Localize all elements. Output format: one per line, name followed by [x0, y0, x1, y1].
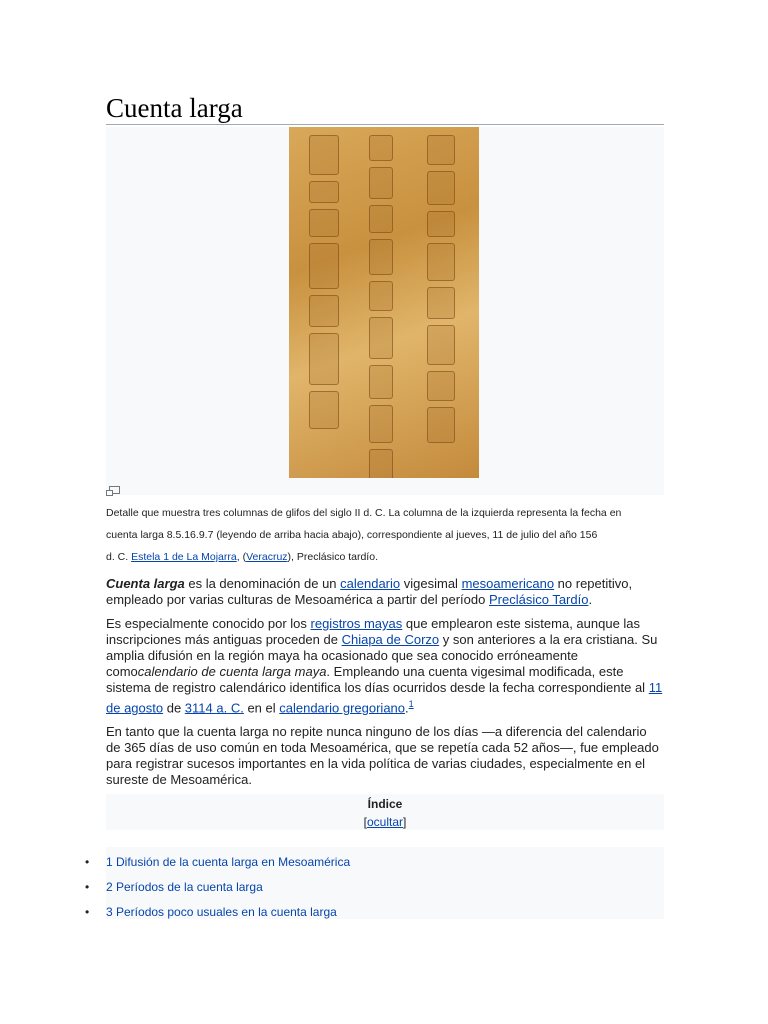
glyph-column-right — [427, 135, 455, 449]
text: vigesimal — [400, 576, 462, 591]
link-calendario[interactable]: calendario — [340, 576, 401, 591]
image-caption — [106, 502, 664, 568]
caption-line: cuenta larga 8.5.16.9.7 (leyendo de arriba hacia abajo), correspondiente al jueves, 11 de julio del año 156 — [106, 529, 598, 541]
link-11-de-agosto[interactable]: 11 de agosto — [106, 680, 663, 716]
bracket: ] — [403, 815, 407, 829]
paragraph-difusion: En tanto que la cuenta larga no repite nunca ninguno de los días —a diferencia del calendario de 365 días de uso común en toda Mesoamérica, que se repetía cada 52 años—, fue empleado para registrar sucesos importantes en la vida política de varias ciudades, especialmente en el sureste de Mesoamérica. — [106, 724, 659, 788]
text: . Empleando una cuenta vigesimal modificada, este sistema de registro calendárico identifica los días ocurridos desde la fecha correspondiente al — [106, 664, 649, 695]
text: . — [405, 700, 409, 716]
italic-text: calendario de cuenta larga maya — [137, 664, 327, 679]
text: en el — [243, 700, 280, 716]
link-preclasico-tardio[interactable]: Preclásico Tardío — [488, 592, 589, 607]
text: . — [588, 592, 593, 607]
term-bold: Cuenta larga — [106, 576, 185, 591]
toc-hide-link[interactable]: ocultar — [366, 815, 404, 829]
link-calendario-gregoriano[interactable]: calendario gregoriano — [279, 700, 406, 716]
reference-link[interactable]: 1 — [408, 699, 414, 709]
toc-item[interactable] — [85, 879, 263, 895]
text: y son anteriores a la era cristiana. Su amplia difusión en la región maya ha ocasionado que sea conocido erróneamente como — [106, 632, 658, 679]
caption-line: Detalle que muestra tres columnas de glifos del siglo II d. C. La columna de la izquierda representa la fecha en — [106, 507, 622, 519]
toc-item-label[interactable]: 2 Períodos de la cuenta larga — [106, 880, 263, 894]
bullet: • — [85, 905, 90, 919]
link-mesoamericano[interactable]: mesoamericano — [461, 576, 555, 591]
link-chiapa-de-corzo[interactable]: Chiapa de Corzo — [341, 632, 440, 647]
paragraph-intro — [106, 576, 664, 608]
caption-text: d. C. — [106, 551, 132, 563]
toc-header — [106, 794, 664, 830]
bracket: [ — [363, 815, 367, 829]
text: de — [163, 700, 185, 716]
toc-item-label[interactable]: 1 Difusión de la cuenta larga en Mesoamérica — [106, 855, 351, 869]
text: es la denominación de un — [184, 576, 341, 591]
text: Es especialmente conocido por los — [106, 616, 311, 631]
toc-item-label[interactable]: 3 Períodos poco usuales en la cuenta larga — [106, 905, 337, 919]
caption-line — [106, 546, 664, 568]
link-3114-ac[interactable]: 3114 a. C. — [184, 700, 244, 716]
link-veracruz[interactable]: Veracruz — [246, 551, 288, 563]
paragraph-registros — [106, 616, 664, 716]
toc-list — [85, 847, 664, 919]
text: no repetitivo, empleado por varias culturas de Mesoamérica a partir del período — [106, 576, 633, 607]
toc-item[interactable] — [85, 854, 351, 870]
toc-toggle-wrapper — [106, 814, 664, 830]
article-body — [106, 576, 664, 796]
bullet: • — [85, 880, 90, 894]
toc-title: Índice — [367, 797, 403, 811]
magnify-icon[interactable] — [106, 486, 120, 496]
link-registros-mayas[interactable]: registros mayas — [310, 616, 403, 631]
glyph-column-middle — [369, 135, 393, 478]
stele-image[interactable] — [289, 127, 479, 478]
toc-item[interactable] — [85, 904, 337, 920]
text: que emplearon este sistema, aunque las inscripciones más antiguas proceden de — [106, 616, 641, 647]
page-title: Cuenta larga — [106, 92, 664, 125]
link-estela-mojarra[interactable]: Estela 1 de La Mojarra — [131, 551, 237, 563]
glyph-column-left — [309, 135, 339, 435]
bullet: • — [85, 855, 90, 869]
caption-text: ), Preclásico tardío. — [287, 551, 378, 563]
caption-text: , ( — [236, 551, 247, 563]
image-thumbnail-box — [106, 127, 664, 495]
